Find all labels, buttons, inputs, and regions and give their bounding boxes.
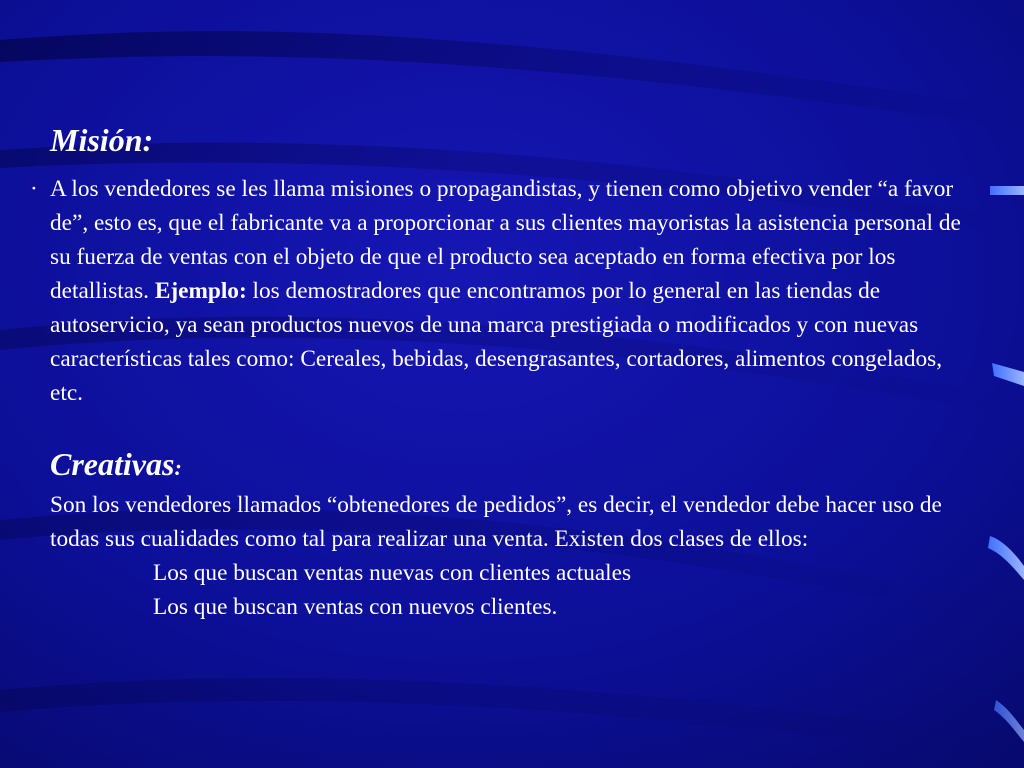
creativas-item: Los que buscan ventas con nuevos clientes.: [153, 594, 558, 620]
creativas-heading-colon: :: [174, 455, 182, 480]
mision-bullet: [30, 172, 980, 410]
creativas-heading: [50, 444, 980, 488]
mision-text-after: los demostradores que encontramos por lo general en las tiendas de autoservicio, ya sean productos nuevos de una marca prestigiada o modificados y con nuevas características tales como: Cereales, bebidas, desengrasantes, cortadores, alimentos congelados, etc.: [50, 278, 943, 406]
accent-bar-1: [990, 186, 1024, 195]
creativas-section: [50, 444, 980, 624]
mision-heading: Misión:: [50, 122, 154, 158]
mision-text: [50, 172, 980, 410]
bullet-icon: ·: [30, 176, 38, 202]
mision-text-before: A los vendedores se les llama misiones o propagandistas, y tienen como objetivo vender “a favor de”, esto es, que el fabricante va a proporcionar a sus clientes mayoristas la asistencia personal de su fuerza de ventas con el objeto de que el producto sea aceptado en forma efectiva por los detallistas.: [50, 176, 961, 304]
creativas-item: Los que buscan ventas nuevas con clientes actuales: [153, 560, 632, 586]
ejemplo-label: Ejemplo:: [154, 278, 247, 304]
slide-content: [30, 120, 980, 624]
creativas-heading-text: Creativas: [50, 446, 175, 482]
creativas-text: Son los vendedores llamados “obtenedores de pedidos”, es decir, el vendedor debe hacer uso de todas sus cualidades como tal para realizar una venta. Existen dos clases de ellos:: [50, 492, 942, 552]
